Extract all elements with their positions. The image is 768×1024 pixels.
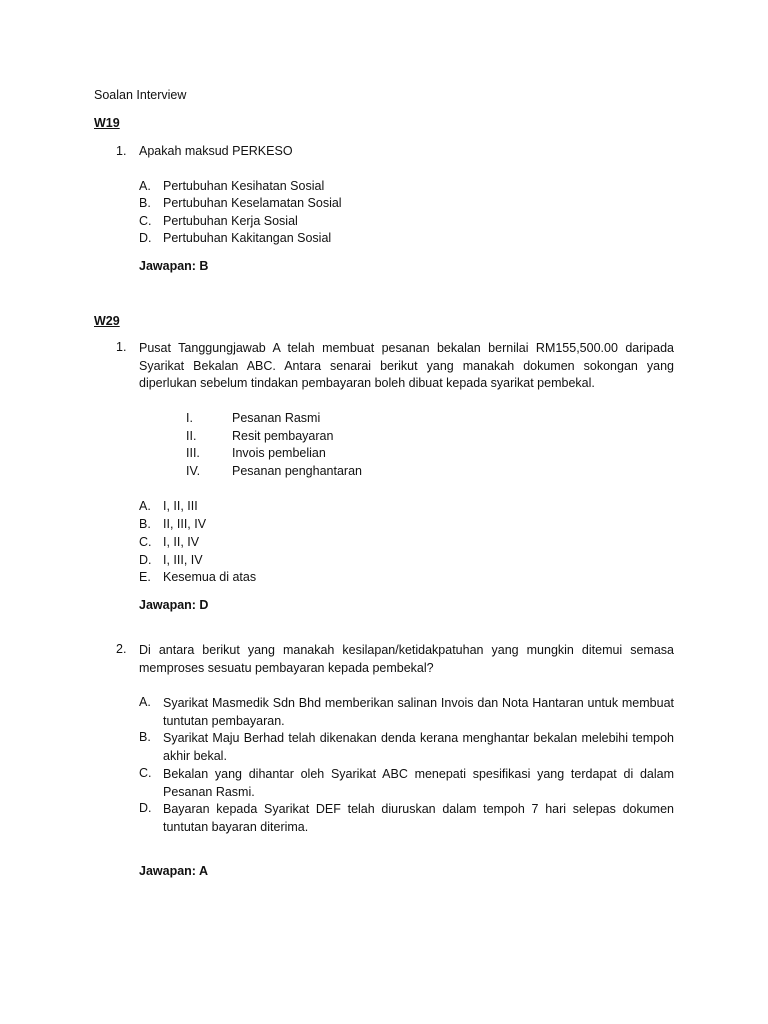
numeral-label: I.: [186, 411, 193, 425]
option-letter: A.: [139, 499, 151, 513]
option-text: I, II, IV: [163, 535, 200, 549]
question-number: 1.: [116, 340, 127, 354]
option-letter: E.: [139, 570, 151, 584]
numeral-text: Pesanan penghantaran: [232, 464, 362, 478]
option-text: Syarikat Maju Berhad telah dikenakan denda kerana menghantar bekalan melebihi tempoh akhir bekal.: [163, 731, 674, 763]
option-letter: C.: [139, 214, 152, 228]
option-letter: C.: [139, 535, 152, 549]
option-letter: D.: [139, 231, 152, 245]
option-letter: C.: [139, 766, 152, 780]
section-heading-w19: W19: [94, 116, 120, 130]
option-text: I, III, IV: [163, 553, 203, 567]
numeral-label: II.: [186, 429, 197, 443]
question-number: 2.: [116, 642, 127, 656]
doc-title: Soalan Interview: [94, 88, 187, 102]
option-text: Pertubuhan Kakitangan Sosial: [163, 231, 332, 245]
answer-text: Jawapan: D: [139, 598, 209, 612]
option-letter: A.: [139, 695, 151, 709]
option-letter: B.: [139, 196, 151, 210]
numeral-text: Resit pembayaran: [232, 429, 334, 443]
option-text: I, II, III: [163, 499, 198, 513]
question-number: 1.: [116, 144, 127, 158]
option-letter: B.: [139, 517, 151, 531]
answer-text: Jawapan: A: [139, 864, 209, 878]
section-heading-w29: W29: [94, 314, 120, 328]
option-text: Pertubuhan Kerja Sosial: [163, 214, 298, 228]
option-text: Bayaran kepada Syarikat DEF telah diuruskan dalam tempoh 7 hari selepas dokumen tuntutan bayaran diterima.: [163, 802, 674, 834]
option-text: Kesemua di atas: [163, 570, 257, 584]
numeral-text: Pesanan Rasmi: [232, 411, 321, 425]
option-letter: D.: [139, 553, 152, 567]
option-letter: B.: [139, 730, 151, 744]
question-text: Di antara berikut yang manakah kesilapan/ketidakpatuhan yang mungkin ditemui semasa memproses sesuatu pembayaran kepada pembekal?: [139, 643, 674, 675]
option-text: Bekalan yang dihantar oleh Syarikat ABC menepati spesifikasi yang terdapat di dalam Pesanan Rasmi.: [163, 767, 674, 799]
question-text: Pusat Tanggungjawab A telah membuat pesanan bekalan bernilai RM155,500.00 daripada Syarikat Bekalan ABC. Antara senarai berikut yang manakah dokumen sokongan yang diperlukan sebelum tindakan pembayaran boleh dibuat kepada syarikat pembekal.: [139, 341, 674, 390]
option-text: Syarikat Masmedik Sdn Bhd memberikan salinan Invois dan Nota Hantaran untuk membuat tuntutan pembayaran.: [163, 696, 674, 728]
numeral-label: III.: [186, 446, 200, 460]
option-letter: A.: [139, 179, 151, 193]
option-text: Pertubuhan Kesihatan Sosial: [163, 179, 325, 193]
answer-text: Jawapan: B: [139, 259, 209, 273]
numeral-text: Invois pembelian: [232, 446, 326, 460]
numeral-label: IV.: [186, 464, 201, 478]
question-text: Apakah maksud PERKESO: [139, 144, 293, 158]
option-letter: D.: [139, 801, 152, 815]
option-text: Pertubuhan Keselamatan Sosial: [163, 196, 342, 210]
option-text: II, III, IV: [163, 517, 207, 531]
